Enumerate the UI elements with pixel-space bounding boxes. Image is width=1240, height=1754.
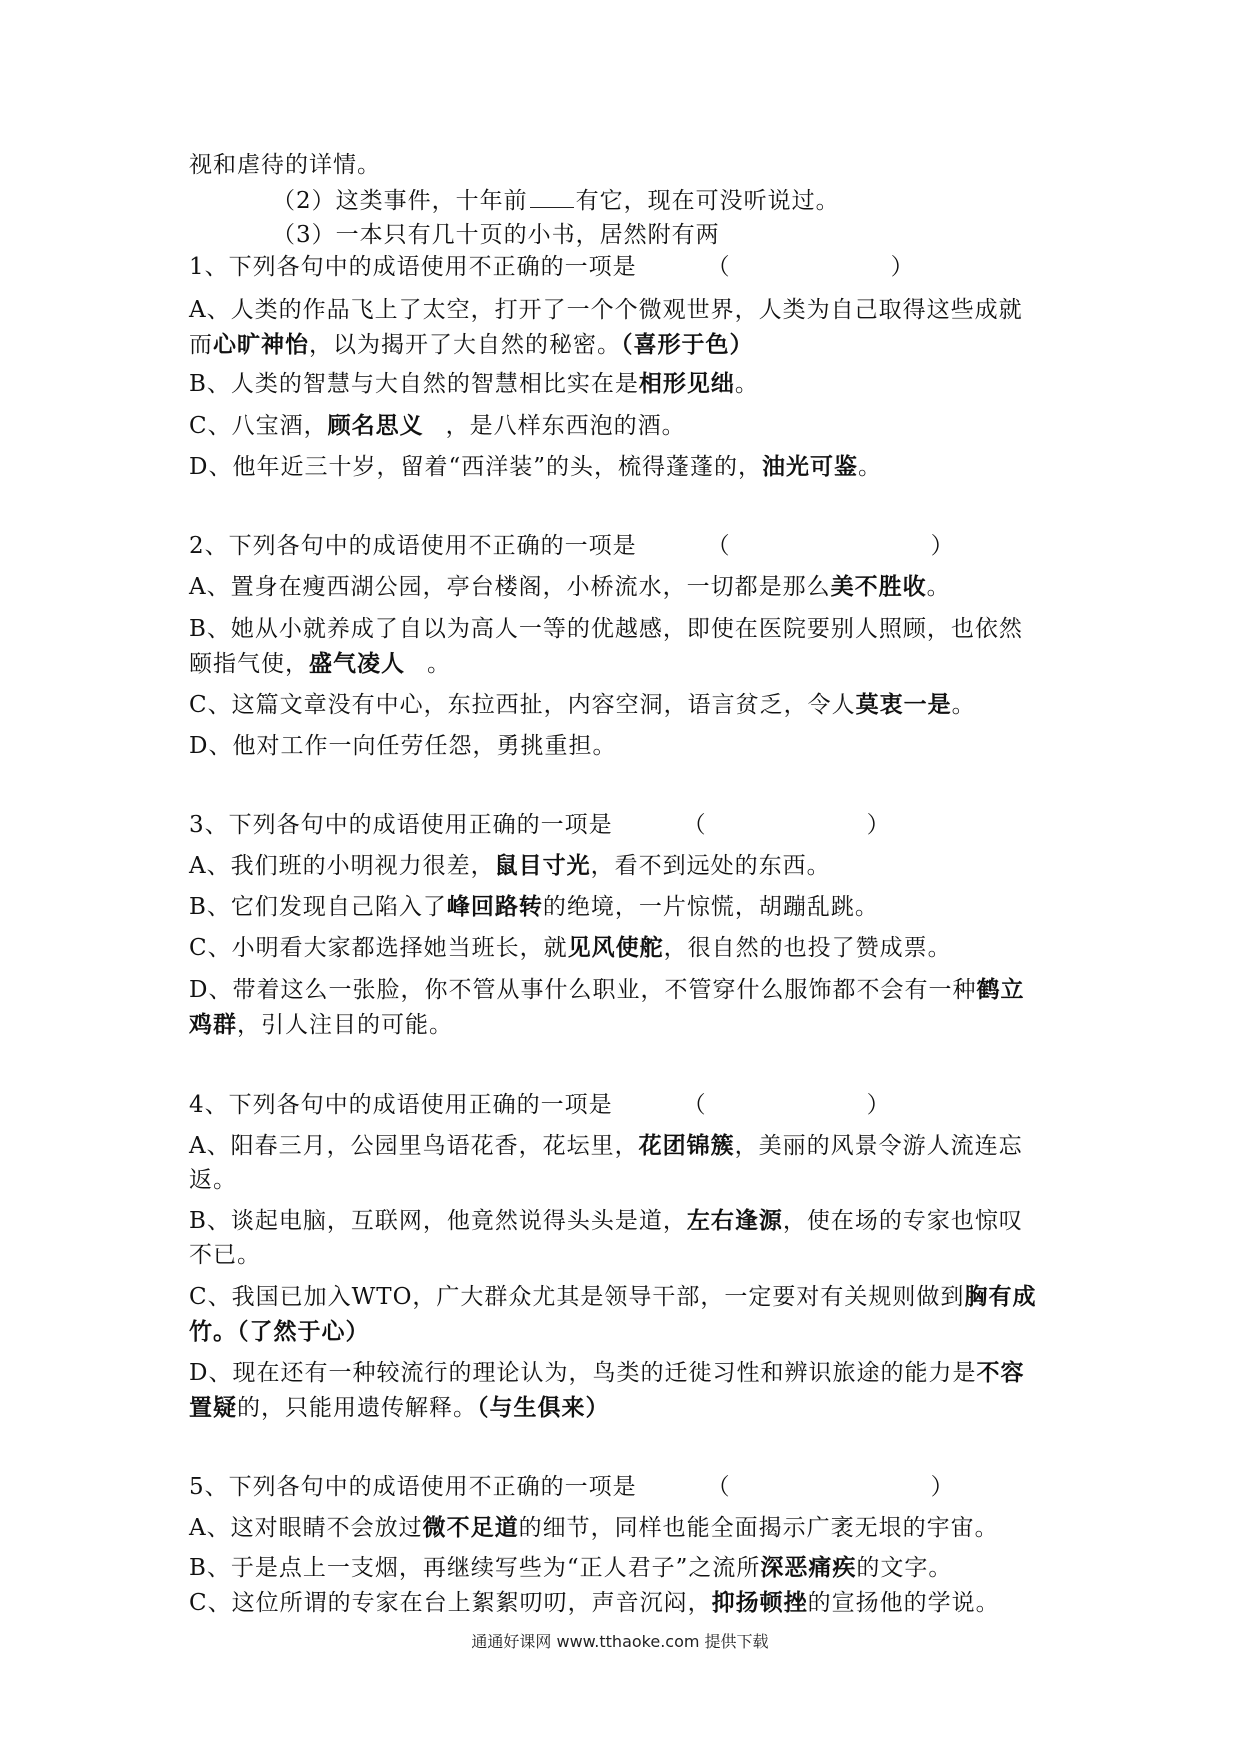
- idiom-bold: 花团锦簇: [638, 1133, 735, 1159]
- idiom-bold: 油光可鉴: [761, 454, 858, 480]
- q4-option-c-line-2: [189, 1317, 370, 1347]
- idiom-bold: 深恶痛疾: [760, 1555, 857, 1581]
- q1-stem: 1、下列各句中的成语使用不正确的一项是 （ ）: [189, 254, 915, 280]
- answer-paren-close: ）: [930, 533, 955, 559]
- q2-option-b-line-1: B、她从小就养成了自以为高人一等的优越感，即使在医院要别人照顾，也依然: [189, 616, 1023, 642]
- answer-paren-open: （: [706, 254, 731, 280]
- q5-option-a: A、这对眼睛不会放过微不足道的细节，同样也能全面揭示广袤无垠的宇宙。: [189, 1515, 999, 1541]
- idiom-bold: 鹤立: [976, 977, 1025, 1003]
- idiom-bold: 美不胜收: [830, 574, 927, 600]
- q2-option-a: A、置身在瘦西湖公园，亭台楼阁，小桥流水，一切都是那么美不胜收。: [189, 574, 951, 600]
- q4-option-a-line-2: 返。: [189, 1167, 237, 1193]
- q1-option-a-line-1: A、人类的作品飞上了太空，打开了一个个微观世界，人类为自己取得这些成就: [189, 297, 1023, 323]
- q2-option-b-line-2: 颐指气使，盛气凌人 。: [189, 651, 451, 677]
- answer-paren-close: ）: [930, 1474, 955, 1500]
- q3-option-c: C、小明看大家都选择她当班长，就见风使舵，很自然的也投了赞成票。: [189, 935, 952, 961]
- idiom-bold: 莫衷一是: [855, 692, 952, 718]
- idiom-bold: 鸡群: [189, 1012, 237, 1038]
- q4-option-a-line-1: A、阳春三月，公园里鸟语花香，花坛里，花团锦簇，美丽的风景令游人流连忘: [189, 1133, 1023, 1159]
- idiom-bold: 竹。: [189, 1319, 237, 1345]
- idiom-note: （喜形于色）: [621, 332, 754, 358]
- idiom-bold: 鼠目寸光: [494, 853, 591, 879]
- q5-stem: 5、下列各句中的成语使用不正确的一项是 （ ）: [189, 1474, 955, 1500]
- intro-line-2: （2）这类事件，十年前 有它，现在可没听说过。: [272, 188, 840, 214]
- q5-option-c: C、这位所谓的专家在台上絮絮叨叨，声音沉闷，抑扬顿挫的宣扬他的学说。: [189, 1590, 1000, 1616]
- q3-option-d-line-2: 鸡群，引人注目的可能。: [189, 1012, 453, 1038]
- answer-paren-close: ）: [890, 254, 915, 280]
- idiom-bold: 抑扬顿挫: [711, 1590, 808, 1616]
- idiom-bold: 相形见绌: [638, 371, 735, 397]
- q5-option-b: B、于是点上一支烟，再继续写些为“正人君子”之流所深恶痛疾的文字。: [189, 1555, 953, 1581]
- idiom-bold: 顾名思义: [327, 413, 424, 439]
- idiom-bold: 不容: [976, 1360, 1025, 1386]
- page-footer: 通通好课网 www.tthaoke.com 提供下载: [471, 1632, 769, 1651]
- intro-line-1: 视和虐待的详情。: [189, 152, 381, 178]
- idiom-bold: 左右逢源: [686, 1208, 783, 1234]
- answer-paren-open: （: [682, 1092, 707, 1118]
- answer-paren-open: （: [706, 1474, 731, 1500]
- answer-paren-open: （: [682, 812, 707, 838]
- answer-paren-close: ）: [866, 812, 891, 838]
- q4-option-d-line-2: 置疑的，只能用遗传解释。（与生俱来）: [189, 1395, 610, 1421]
- q3-stem: 3、下列各句中的成语使用正确的一项是 （ ）: [189, 812, 891, 838]
- q1-option-c: C、八宝酒，顾名思义 ，是八样东西泡的酒。: [189, 413, 686, 439]
- idiom-bold: 见风使舵: [567, 935, 664, 961]
- idiom-bold: 盛气凌人: [309, 651, 405, 677]
- idiom-bold: 置疑: [189, 1395, 237, 1421]
- idiom-note: （了然于心）: [237, 1319, 370, 1345]
- idiom-bold: 微不足道: [422, 1515, 519, 1541]
- intro-line-3: （3）一本只有几十页的小书，居然附有两: [272, 222, 720, 248]
- q3-option-b: B、它们发现自己陷入了峰回路转的绝境，一片惊慌，胡蹦乱跳。: [189, 894, 879, 920]
- idiom-bold: 心旷神怡: [213, 332, 309, 358]
- q4-stem: 4、下列各句中的成语使用正确的一项是 （ ）: [189, 1092, 891, 1118]
- idiom-note: （与生俱来）: [477, 1395, 610, 1421]
- q3-option-d-line-1: D、带着这么一张脸，你不管从事什么职业，不管穿什么服饰都不会有一种鹤立: [189, 977, 1025, 1003]
- q1-option-a-line-2: 而心旷神怡，以为揭开了大自然的秘密。（喜形于色）: [189, 332, 754, 358]
- q4-option-b-line-1: B、谈起电脑，互联网，他竟然说得头头是道，左右逢源，使在场的专家也惊叹: [189, 1208, 1023, 1234]
- fill-blank[interactable]: [530, 187, 574, 208]
- q2-stem: 2、下列各句中的成语使用不正确的一项是 （ ）: [189, 533, 955, 559]
- q1-option-d: D、他年近三十岁，留着“西洋装”的头，梳得蓬蓬的，油光可鉴。: [189, 454, 882, 480]
- q1-option-b: B、人类的智慧与大自然的智慧相比实在是相形见绌。: [189, 371, 759, 397]
- q4-option-c-line-1: C、我国已加入WTO，广大群众尤其是领导干部，一定要对有关规则做到胸有成: [189, 1284, 1037, 1310]
- q3-option-a: A、我们班的小明视力很差，鼠目寸光，看不到远处的东西。: [189, 853, 831, 879]
- idiom-bold: 胸有成: [964, 1284, 1037, 1310]
- q4-option-d-line-1: D、现在还有一种较流行的理论认为，鸟类的迁徙习性和辨识旅途的能力是不容: [189, 1360, 1025, 1386]
- answer-paren-close: ）: [866, 1092, 891, 1118]
- q2-option-d: D、他对工作一向任劳任怨，勇挑重担。: [189, 733, 617, 759]
- q2-option-c: C、这篇文章没有中心，东拉西扯，内容空洞，语言贫乏，令人莫衷一是。: [189, 692, 976, 718]
- answer-paren-open: （: [706, 533, 731, 559]
- q4-option-b-line-2: 不已。: [189, 1242, 261, 1268]
- idiom-bold: 峰回路转: [446, 894, 543, 920]
